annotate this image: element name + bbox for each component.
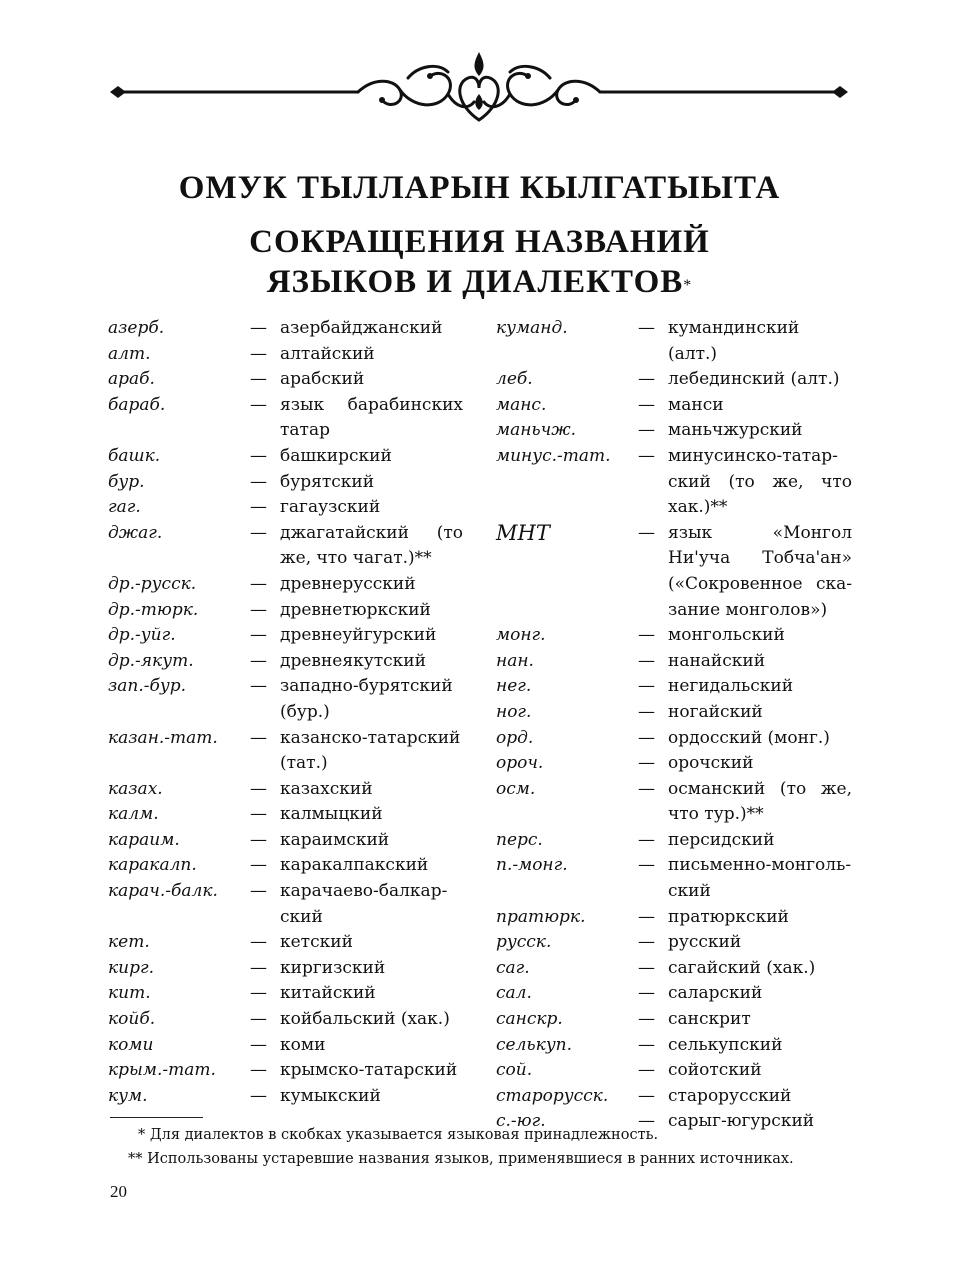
- language-name: орочский: [668, 753, 754, 774]
- abbreviation-list-left: [108, 316, 463, 1109]
- abbreviation: др.-тюрк.: [108, 599, 199, 620]
- abbreviation: бур.: [108, 471, 145, 492]
- dash: —: [638, 957, 655, 978]
- language-name: казанско-татарский (тат.): [280, 727, 461, 774]
- language-name: пратюркский: [668, 906, 789, 927]
- dash: —: [638, 676, 655, 697]
- list-item: [496, 1084, 852, 1110]
- list-item: [496, 418, 852, 444]
- dash: —: [638, 932, 655, 953]
- list-item: [108, 981, 463, 1007]
- dash: —: [250, 573, 267, 594]
- page-title: ОМУК ТЫЛЛАРЫН КЫЛГАТЫЫТА: [178, 170, 781, 206]
- language-name: старорусский: [668, 1085, 792, 1106]
- abbreviation: п.-монг.: [496, 855, 568, 876]
- dash: —: [250, 318, 267, 338]
- list-item: [108, 649, 463, 675]
- list-item: [496, 1033, 852, 1059]
- abbreviation: русск.: [496, 932, 552, 953]
- list-item: [108, 393, 463, 444]
- abbreviation: санскр.: [496, 1009, 563, 1030]
- abbreviation: др.-якут.: [108, 650, 194, 671]
- abbreviation: саг.: [496, 957, 530, 978]
- abbreviation: леб.: [496, 369, 533, 390]
- language-name: нанайский: [668, 650, 766, 671]
- subtitle-line-2-text: ЯЗЫКОВ И ДИАЛЕКТОВ: [266, 264, 684, 300]
- language-name: язык барабинских татар: [280, 394, 463, 441]
- language-name: калмыцкий: [280, 804, 383, 825]
- language-name: джагатайский (то же, что чагат.)**: [280, 522, 463, 569]
- language-name: маньчжурский: [668, 420, 803, 441]
- language-name: ордосский (монг.): [668, 727, 830, 748]
- abbreviation: др.-русск.: [108, 573, 197, 594]
- list-item: [108, 444, 463, 470]
- list-item: [108, 853, 463, 879]
- list-item: [496, 828, 852, 854]
- language-name: древнеуйгурский: [280, 625, 437, 646]
- abbreviation: крым.-тат.: [108, 1060, 216, 1081]
- list-item: [108, 1033, 463, 1059]
- footnote-2: ** Использованы устаревшие названия языков, применявшиеся в ранних источниках.: [128, 1151, 794, 1167]
- dash: —: [638, 650, 655, 671]
- language-name: монгольский: [668, 625, 785, 646]
- abbreviation: перс.: [496, 829, 543, 850]
- list-item: [108, 598, 463, 624]
- dash: —: [250, 983, 267, 1004]
- abbreviation: азерб.: [108, 318, 165, 338]
- list-item: [108, 726, 463, 777]
- dash: —: [250, 343, 267, 364]
- language-name: карачаево-балкар-ский: [280, 881, 448, 927]
- footnote-1: * Для диалектов в скобках указывается языковая принадлежность.: [138, 1127, 659, 1143]
- language-name: каракалпакский: [280, 855, 429, 876]
- abbreviation: коми: [108, 1034, 154, 1055]
- abbreviation: казах.: [108, 778, 163, 799]
- dash: —: [250, 1034, 267, 1055]
- dash: —: [250, 932, 267, 953]
- list-item: [108, 1058, 463, 1084]
- list-item: [108, 777, 463, 803]
- dash: —: [638, 1009, 655, 1030]
- language-name: бурятский: [280, 471, 375, 492]
- language-name: русский: [668, 932, 742, 953]
- dash: —: [250, 1009, 267, 1030]
- list-item: [108, 1007, 463, 1033]
- list-item: [108, 802, 463, 828]
- language-name: кумыкский: [280, 1085, 381, 1106]
- list-item: [496, 649, 852, 675]
- abbreviation: монг.: [496, 625, 546, 646]
- list-item: [108, 342, 463, 368]
- dash: —: [250, 599, 267, 620]
- dash: —: [638, 369, 655, 390]
- abbreviation: караим.: [108, 829, 180, 850]
- language-name: санскрит: [668, 1009, 751, 1030]
- abbreviation: кум.: [108, 1085, 148, 1106]
- abbreviation: маньчж.: [496, 420, 576, 441]
- list-item: [496, 444, 852, 521]
- language-name: казахский: [280, 778, 373, 799]
- abbreviation-list-right: [496, 316, 852, 1135]
- language-name: кетский: [280, 932, 353, 953]
- list-item: [496, 726, 852, 752]
- list-item: [496, 1007, 852, 1033]
- dash: —: [250, 804, 267, 825]
- abbreviation: пратюрк.: [496, 906, 586, 927]
- abbreviation: кит.: [108, 983, 151, 1004]
- abbreviation: сой.: [496, 1060, 533, 1081]
- language-name: крымско-татарский: [280, 1060, 458, 1081]
- abbreviation: куманд.: [496, 318, 568, 338]
- list-item: [108, 470, 463, 496]
- list-item: [108, 828, 463, 854]
- list-item: [108, 879, 463, 930]
- list-item: [496, 853, 852, 904]
- list-item: [108, 367, 463, 393]
- dash: —: [638, 1060, 655, 1081]
- list-item: [496, 393, 852, 419]
- language-name: китайский: [280, 983, 376, 1004]
- abbreviation: араб.: [108, 369, 155, 390]
- dash: —: [250, 497, 267, 518]
- list-item: [496, 751, 852, 777]
- abbreviation: джаг.: [108, 522, 163, 543]
- abbreviation: казан.-тат.: [108, 727, 218, 748]
- abbreviation: зап.-бур.: [108, 676, 187, 697]
- dash: —: [638, 445, 655, 466]
- list-item: [496, 367, 852, 393]
- abbreviation: манс.: [496, 394, 547, 415]
- abbreviation: старорусск.: [496, 1085, 609, 1106]
- dash: —: [250, 1085, 267, 1106]
- dash: —: [638, 753, 655, 774]
- abbreviation: МНТ: [496, 520, 550, 545]
- list-item: [496, 930, 852, 956]
- footnote-divider: [110, 1117, 203, 1118]
- language-name: селькупский: [668, 1034, 783, 1055]
- abbreviation: др.-уйг.: [108, 625, 176, 646]
- list-item: [108, 572, 463, 598]
- page-subtitle: [0, 222, 959, 302]
- language-name: коми: [280, 1034, 326, 1055]
- dash: —: [250, 676, 267, 697]
- language-name: османский (то же, что тур.)**: [668, 778, 852, 825]
- dash: —: [638, 420, 655, 441]
- abbreviation: каракалп.: [108, 855, 197, 876]
- abbreviation: минус.-тат.: [496, 445, 611, 466]
- abbreviation: калм.: [108, 804, 159, 825]
- language-name: персидский: [668, 829, 775, 850]
- dash: —: [638, 625, 655, 646]
- abbreviation: ороч.: [496, 753, 544, 774]
- dash: —: [250, 957, 267, 978]
- subtitle-line-1: СОКРАЩЕНИЯ НАЗВАНИЙ: [249, 224, 710, 260]
- dash: —: [250, 650, 267, 671]
- dash: —: [638, 829, 655, 850]
- subtitle-line-2: [0, 262, 959, 302]
- abbreviation: орд.: [496, 727, 534, 748]
- language-name: язык «Монгол Ни'уча Тобча'ан» («Сокровенное ска-зание монголов»): [668, 522, 852, 620]
- language-name: башкирский: [280, 445, 392, 466]
- list-item: [496, 981, 852, 1007]
- list-item: [496, 1058, 852, 1084]
- abbreviation: сал.: [496, 983, 532, 1004]
- language-name: саларский: [668, 983, 763, 1004]
- dash: —: [250, 625, 267, 646]
- dash: —: [638, 1085, 655, 1106]
- list-item: [496, 316, 852, 367]
- dash: —: [250, 778, 267, 799]
- list-item: [496, 905, 852, 931]
- abbreviation: с.-юг.: [496, 1111, 546, 1132]
- dash: —: [638, 701, 655, 722]
- language-name: западно-бурятский (бур.): [280, 676, 453, 722]
- abbreviation: селькуп.: [496, 1034, 573, 1055]
- language-name: ногайский: [668, 701, 763, 722]
- list-item: [108, 316, 463, 342]
- abbreviation: кет.: [108, 932, 150, 953]
- language-name: киргизский: [280, 957, 386, 978]
- dash: —: [250, 394, 267, 415]
- language-name: караимский: [280, 829, 390, 850]
- dash: —: [638, 778, 655, 799]
- language-name: письменно-монголь-ский: [668, 855, 852, 902]
- dash: —: [250, 855, 267, 876]
- language-name: сойотский: [668, 1060, 762, 1081]
- page-number: 20: [110, 1182, 127, 1201]
- language-name: азербайджанский: [280, 318, 443, 338]
- list-item: [108, 521, 463, 572]
- language-name: арабский: [280, 369, 365, 390]
- abbreviation: алт.: [108, 343, 151, 364]
- dash: —: [638, 1111, 655, 1132]
- dash: —: [638, 983, 655, 1004]
- abbreviation: нан.: [496, 650, 534, 671]
- abbreviation: ног.: [496, 701, 532, 722]
- language-name: древнеякутский: [280, 650, 426, 671]
- dash: —: [250, 522, 267, 543]
- dash: —: [638, 1034, 655, 1055]
- list-item: [108, 495, 463, 521]
- language-name: койбальский (хак.): [280, 1009, 450, 1030]
- dash: —: [250, 881, 267, 902]
- abbreviation: башк.: [108, 445, 161, 466]
- list-item: [108, 956, 463, 982]
- dash: —: [638, 522, 655, 543]
- list-item: [108, 1084, 463, 1110]
- footnote-mark: *: [683, 277, 693, 294]
- list-item: [496, 956, 852, 982]
- abbreviation: осм.: [496, 778, 536, 799]
- language-name: древнетюркский: [280, 599, 431, 620]
- abbreviation: кирг.: [108, 957, 154, 978]
- dash: —: [638, 318, 655, 338]
- list-item: [496, 674, 852, 700]
- language-name: манси: [668, 394, 724, 415]
- abbreviation: нег.: [496, 676, 532, 697]
- language-name: негидальский: [668, 676, 794, 697]
- dash: —: [638, 394, 655, 415]
- dash: —: [250, 1060, 267, 1081]
- dash: —: [250, 727, 267, 748]
- dash: —: [638, 906, 655, 927]
- language-name: сарыг-югурский: [668, 1111, 815, 1132]
- language-name: лебединский (алт.): [668, 369, 840, 390]
- dash: —: [638, 855, 655, 876]
- language-name: древнерусский: [280, 573, 416, 594]
- dash: —: [638, 727, 655, 748]
- list-item: [496, 700, 852, 726]
- abbreviation: карач.-балк.: [108, 881, 218, 902]
- dash: —: [250, 369, 267, 390]
- language-name: кумандинский (алт.): [668, 318, 800, 364]
- list-item: [108, 623, 463, 649]
- language-name: минусинско-татар-ский (то же, что хак.)**: [668, 445, 852, 518]
- dash: —: [250, 471, 267, 492]
- list-item: [496, 521, 852, 623]
- dash: —: [250, 829, 267, 850]
- abbreviation: бараб.: [108, 394, 166, 415]
- ornament-divider-icon: [108, 48, 850, 138]
- abbreviation: койб.: [108, 1009, 156, 1030]
- language-name: гагаузский: [280, 497, 381, 518]
- list-item: [496, 777, 852, 828]
- abbreviation: гаг.: [108, 497, 141, 518]
- dash: —: [250, 445, 267, 466]
- list-item: [108, 930, 463, 956]
- language-name: алтайский: [280, 343, 375, 364]
- language-name: сагайский (хак.): [668, 957, 816, 978]
- list-item: [496, 623, 852, 649]
- list-item: [108, 674, 463, 725]
